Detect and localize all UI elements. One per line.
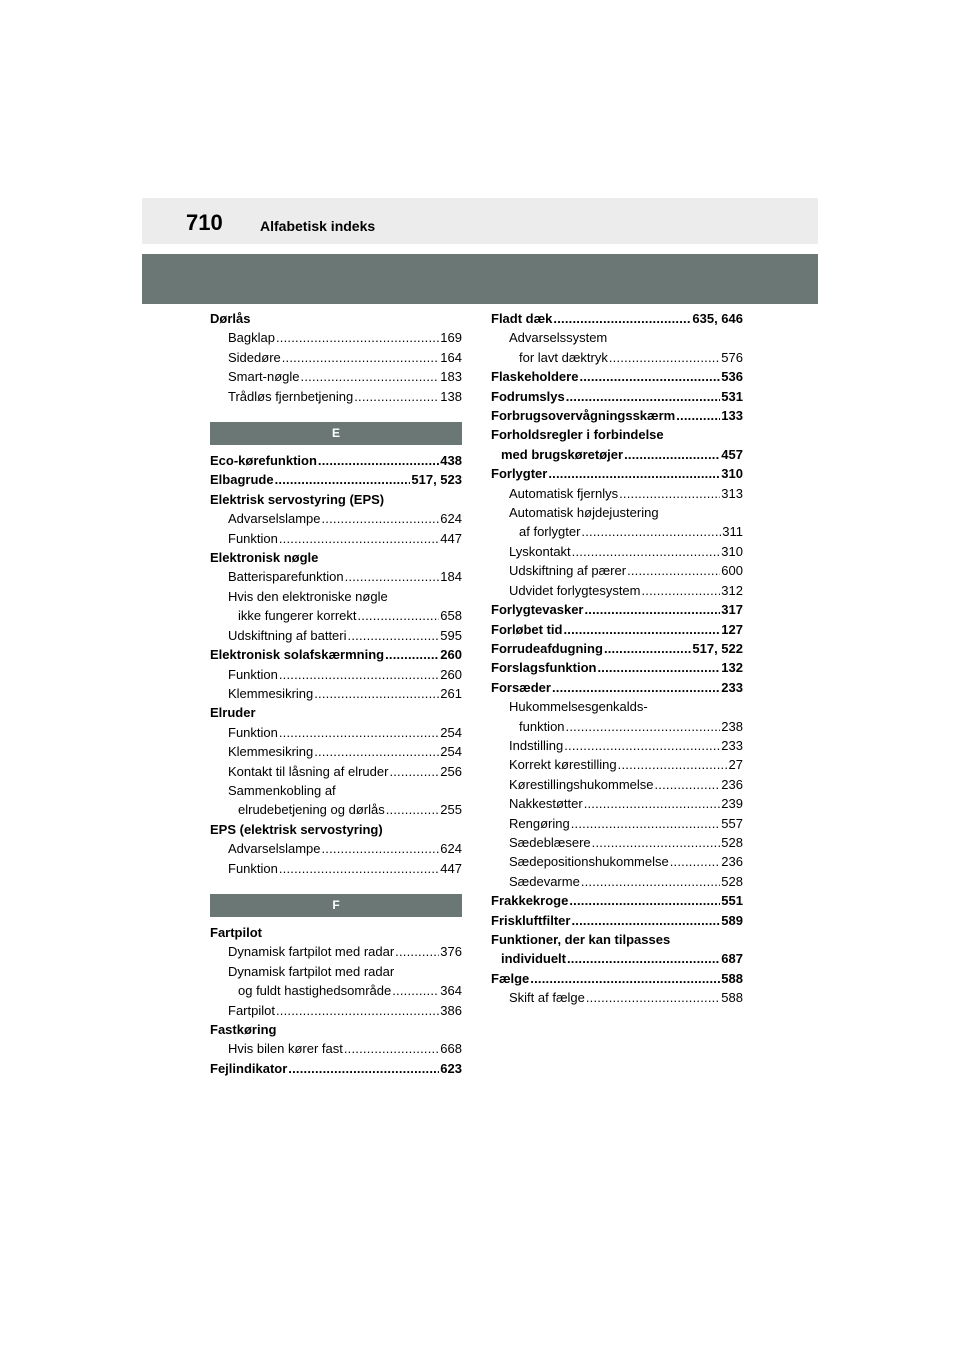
page-ref[interactable]: 260 <box>440 666 462 682</box>
index-subheading: Automatisk højdejustering <box>509 505 659 521</box>
index-subheading: Advarselssystem <box>509 330 608 346</box>
index-entry: Forbrugsovervågningsskærm ..... 133 <box>491 406 743 425</box>
index-entry: Udskiftning af batteri ..... 595 <box>210 626 462 645</box>
page-ref[interactable]: 127 <box>721 621 743 637</box>
page-ref[interactable]: 238 <box>721 718 743 734</box>
index-entry: Klemmesikring ..... 261 <box>210 684 462 703</box>
page-ref[interactable]: 447 <box>440 530 462 546</box>
index-heading: Funktioner, der kan tilpasses <box>491 932 671 947</box>
page-ref[interactable]: 589 <box>721 912 743 928</box>
page-ref[interactable]: 447 <box>440 860 462 876</box>
index-entry: Indstilling ..... 233 <box>491 736 743 755</box>
page-ref[interactable]: 233 <box>721 679 743 695</box>
page-ref[interactable]: 658 <box>440 608 462 624</box>
index-entry: Sædevarme ..... 528 <box>491 872 743 891</box>
page-ref[interactable]: 536 <box>721 369 743 385</box>
page-ref[interactable]: 233 <box>721 737 743 753</box>
index-entry: Kørestillingshukommelse ..... 236 <box>491 775 743 794</box>
index-entry: Forlygtevasker ..... 317 <box>491 600 743 619</box>
index-entry: Bagklap ..... 169 <box>210 328 462 347</box>
index-entry: Trådløs fjernbetjening ..... 138 <box>210 387 462 406</box>
index-entry: individuelt ..... 687 <box>491 949 743 968</box>
page-ref[interactable]: 184 <box>440 569 462 585</box>
index-entry: Lyskontakt ..... 310 <box>491 542 743 561</box>
index-heading: Dørlås <box>210 311 251 326</box>
page-ref[interactable]: 531 <box>721 388 743 404</box>
index-entry: Advarselslampe ..... 624 <box>210 839 462 858</box>
page-ref[interactable]: 457 <box>721 446 743 462</box>
index-entry: Advarselslampe ..... 624 <box>210 509 462 528</box>
page-ref[interactable]: 311 <box>722 524 743 540</box>
index-entry: Fodrumslys ..... 531 <box>491 387 743 406</box>
index-entry: Udvidet forlygtesystem ..... 312 <box>491 581 743 600</box>
index-subheading: Hvis den elektroniske nøgle <box>228 588 388 604</box>
page-ref[interactable]: 386 <box>440 1002 462 1018</box>
page-ref[interactable]: 133 <box>721 408 743 424</box>
index-entry: Sidedøre ..... 164 <box>210 348 462 367</box>
index-entry: Batterisparefunktion ..... 184 <box>210 567 462 586</box>
page-ref[interactable]: 376 <box>440 944 462 960</box>
index-entry: Nakkestøtter ..... 239 <box>491 794 743 813</box>
index-entry: Fladt dæk ..... 635, 646 <box>491 309 743 328</box>
page-ref[interactable]: 438 <box>440 453 462 469</box>
index-column-left <box>210 309 462 1078</box>
page-ref[interactable]: 576 <box>721 349 743 365</box>
index-entry: Forrudeafdugning ..... 517, 522 <box>491 639 743 658</box>
page-ref[interactable]: 557 <box>721 815 743 831</box>
index-entry: Kontakt til låsning af elruder ..... 256 <box>210 762 462 781</box>
page-ref[interactable]: 317 <box>721 602 743 618</box>
page-ref[interactable]: 239 <box>721 796 743 812</box>
page-title: Alfabetisk indeks <box>260 218 376 234</box>
index-entry: Funktion ..... 447 <box>210 859 462 878</box>
index-entry: Skift af fælge ..... 588 <box>491 988 743 1007</box>
index-entry: Frakkekroge ..... 551 <box>491 891 743 910</box>
index-column-right <box>491 309 743 1008</box>
page-ref[interactable]: 364 <box>440 983 462 999</box>
index-entry: Klemmesikring ..... 254 <box>210 742 462 761</box>
index-entry: Friskluftfilter ..... 589 <box>491 911 743 930</box>
page-ref[interactable]: 313 <box>721 485 743 501</box>
page-ref[interactable]: 138 <box>440 388 462 404</box>
page-ref[interactable]: 517, 522 <box>692 640 743 656</box>
page-ref[interactable]: 261 <box>440 685 462 701</box>
index-entry: Sædeblæsere ..... 528 <box>491 833 743 852</box>
page-ref[interactable]: 635, 646 <box>692 311 743 326</box>
page-ref[interactable]: 27 <box>728 757 743 773</box>
index-entry: Automatisk fjernlys ..... 313 <box>491 484 743 503</box>
page-ref[interactable]: 551 <box>721 893 743 909</box>
index-entry: elrudebetjening og dørlås ..... 255 <box>210 800 462 819</box>
page-ref[interactable]: 310 <box>721 466 743 482</box>
index-entry: Smart-nøgle ..... 183 <box>210 367 462 386</box>
index-entry: og fuldt hastighedsområde ..... 364 <box>210 981 462 1000</box>
page-ref[interactable]: 256 <box>440 763 462 779</box>
index-entry: Rengøring ..... 557 <box>491 814 743 833</box>
page-ref[interactable]: 624 <box>440 841 462 857</box>
index-heading: Forholdsregler i forbindelse <box>491 427 664 443</box>
page-ref[interactable]: 624 <box>440 511 462 527</box>
page-ref[interactable]: 623 <box>440 1060 462 1076</box>
index-entry: Forløbet tid ..... 127 <box>491 620 743 639</box>
index-heading: EPS (elektrisk servostyring) <box>210 821 383 837</box>
page-ref[interactable]: 132 <box>721 660 743 676</box>
page-ref[interactable]: 236 <box>721 854 743 870</box>
page-ref[interactable]: 588 <box>721 990 743 1006</box>
index-entry: Udskiftning af pærer ..... 600 <box>491 561 743 580</box>
index-entry: Funktion ..... 447 <box>210 529 462 548</box>
page-ref[interactable]: 310 <box>721 543 743 559</box>
page-ref[interactable]: 517, 523 <box>411 472 462 488</box>
page-ref[interactable]: 254 <box>440 744 462 760</box>
index-entry: Dynamisk fartpilot med radar ..... 376 <box>210 942 462 961</box>
index-entry: af forlygter ..... 311 <box>491 522 743 541</box>
index-entry: Elektronisk solafskærmning ..... 260 <box>210 645 462 664</box>
index-heading: Fartpilot <box>210 924 262 940</box>
page-ref[interactable]: 255 <box>440 802 462 818</box>
index-entry: med brugskøretøjer ..... 457 <box>491 445 743 464</box>
page-number: 710 <box>186 210 223 235</box>
index-entry: Forsæder ..... 233 <box>491 678 743 697</box>
index-heading: Elruder <box>210 705 256 721</box>
page-ref[interactable]: 600 <box>721 563 743 579</box>
header-bar <box>142 198 818 244</box>
index-entry: for lavt dæktryk ..... 576 <box>491 348 743 367</box>
page-ref[interactable]: 164 <box>440 349 462 365</box>
header-band <box>142 254 818 304</box>
index-entry: Forslagsfunktion ..... 132 <box>491 658 743 677</box>
index-entry: Hvis bilen kører fast ..... 668 <box>210 1039 462 1058</box>
page-ref[interactable]: 236 <box>721 776 743 792</box>
index-entry: Eco-kørefunktion ..... 438 <box>210 451 462 470</box>
index-entry: Funktion ..... 254 <box>210 723 462 742</box>
page-ref[interactable]: 169 <box>440 330 462 346</box>
index-entry: Elbagrude ..... 517, 523 <box>210 470 462 489</box>
page-ref[interactable]: 528 <box>721 873 743 889</box>
index-entry: Fejlindikator ..... 623 <box>210 1059 462 1078</box>
page-ref[interactable]: 687 <box>721 951 743 967</box>
index-entry: Flaskeholdere ..... 536 <box>491 367 743 386</box>
index-entry: Fartpilot ..... 386 <box>210 1001 462 1020</box>
index-entry: funktion ..... 238 <box>491 717 743 736</box>
index-entry: Sædepositionshukommelse ..... 236 <box>491 852 743 871</box>
section-letter-f: F <box>210 894 462 917</box>
index-entry: Korrekt kørestilling ..... 27 <box>491 755 743 774</box>
index-subheading: Dynamisk fartpilot med radar <box>228 963 395 979</box>
index-entry: Fælge ..... 588 <box>491 969 743 988</box>
index-heading: Elektrisk servostyring (EPS) <box>210 491 385 507</box>
index-heading: Fastkøring <box>210 1022 277 1037</box>
index-entry: Funktion ..... 260 <box>210 665 462 684</box>
page-ref[interactable]: 668 <box>440 1041 462 1057</box>
index-heading: Elektronisk nøgle <box>210 550 319 566</box>
index-entry: ikke fungerer korrekt ..... 658 <box>210 606 462 625</box>
page-ref[interactable]: 260 <box>440 647 462 663</box>
index-entry: Forlygter ..... 310 <box>491 464 743 483</box>
page-ref[interactable]: 254 <box>440 724 462 740</box>
page-ref[interactable]: 588 <box>721 970 743 986</box>
page-ref[interactable]: 528 <box>721 834 743 850</box>
page-ref[interactable]: 183 <box>440 369 462 385</box>
page-ref[interactable]: 595 <box>440 627 462 643</box>
index-subheading: Hukommelsesgenkalds- <box>509 699 648 715</box>
index-subheading: Sammenkobling af <box>228 782 336 798</box>
section-letter-e: E <box>210 422 462 445</box>
page-ref[interactable]: 312 <box>721 582 743 598</box>
